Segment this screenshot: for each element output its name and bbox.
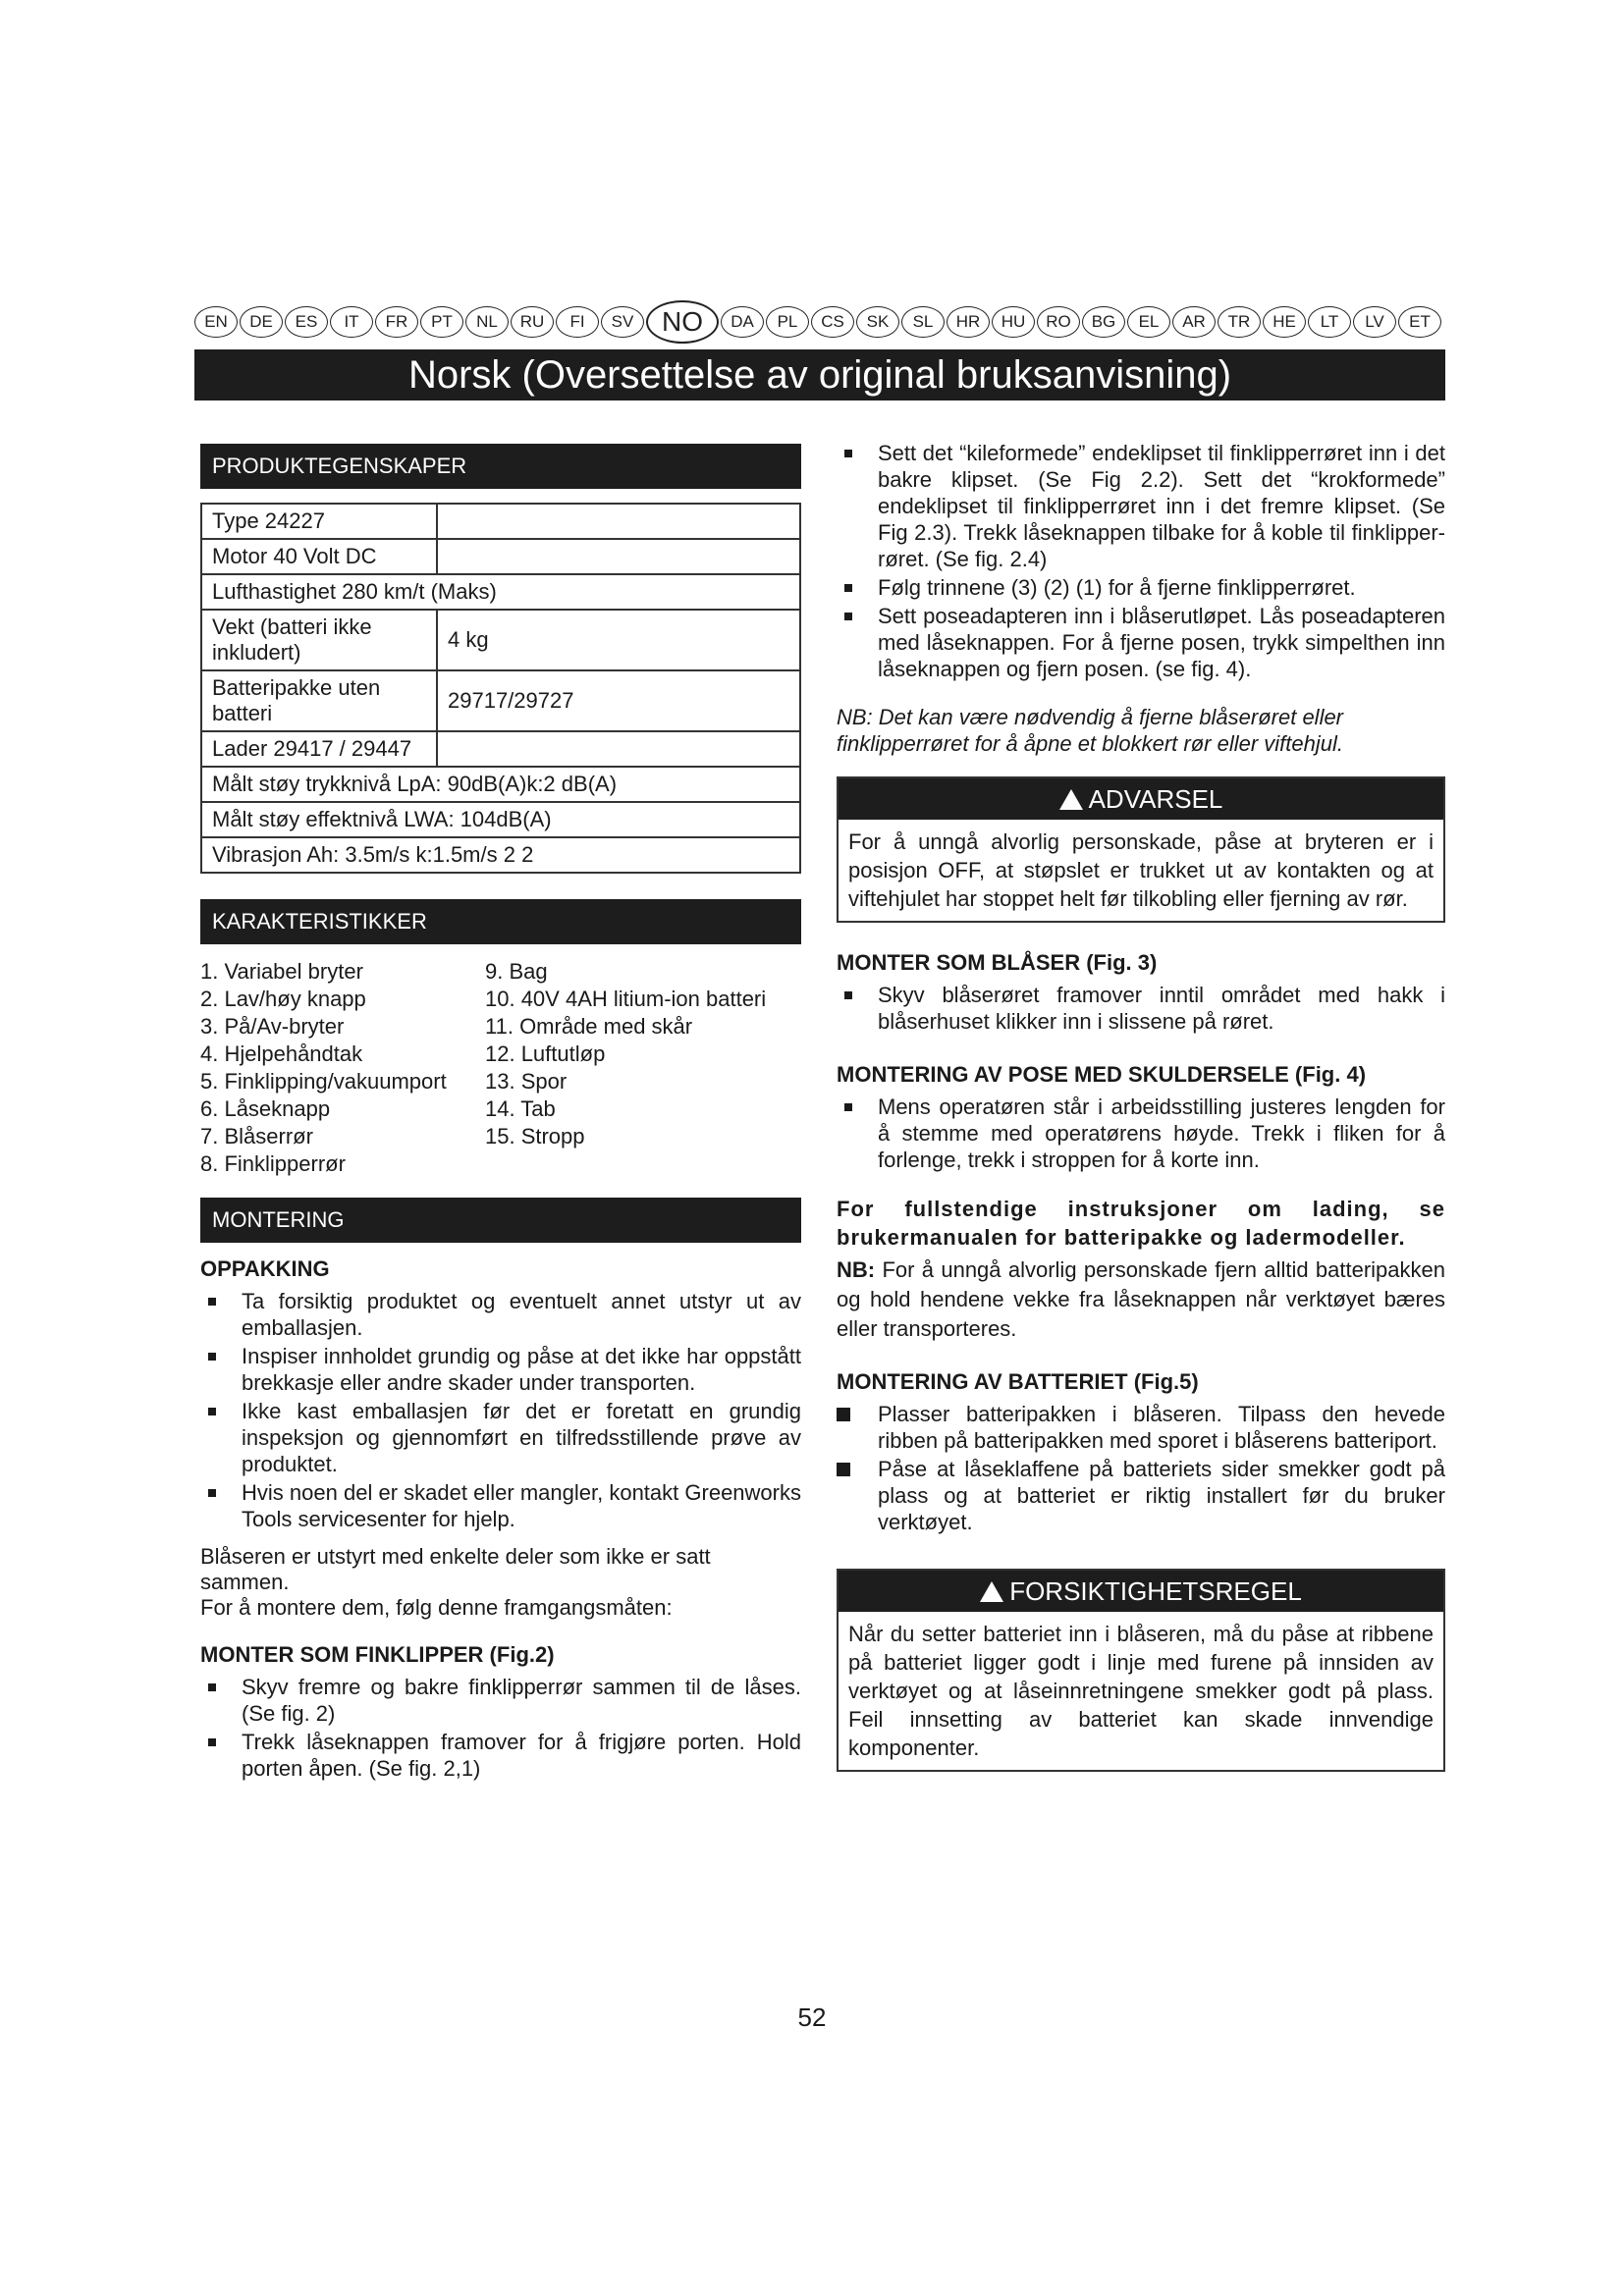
spec-value: 4 kg [437, 610, 800, 670]
lang-tab-en: EN [194, 306, 238, 338]
feature-item: 6. Låseknapp [200, 1096, 331, 1121]
spec-row [201, 767, 800, 802]
lang-tab-sk: SK [856, 306, 899, 338]
lang-tab-es: ES [285, 306, 328, 338]
list-item: Skyv blåserøret framover inntil området med hakk i blåserhuset klikker inn i slissene på røret. [837, 982, 1445, 1035]
spec-cell: Målt støy effektnivå LWA: 104dB(A) [201, 802, 800, 837]
feature-item: 1. Variabel bryter [200, 959, 363, 984]
feature-item: 15. Stropp [485, 1124, 585, 1148]
list-item: Sett det “kileformede” endeklipset til finklipperrøret inn i det bakre klipset. (Se Fig 2.2). Sett det “krokformede” endeklipset til finklipperrøret inn i det fremre klipset. (Se Fig 2.3). Trekk låseknappen tilbake for å koble til finklipper-røret. (Se fig. 2.4) [837, 440, 1445, 572]
feature-item: 5. Finklipping/vakuumport [200, 1069, 447, 1094]
spec-row [201, 731, 800, 767]
subheading-finklipper: MONTER SOM FINKLIPPER (Fig.2) [200, 1642, 555, 1667]
nb-battery-note: NB: For å unngå alvorlig personskade fjern alltid batteripakken og hold hendene vekke fra låseknappen når verktøyet bæres eller transporteres. [837, 1257, 1445, 1341]
right-column [837, 440, 1445, 1772]
caution-triangle-icon [980, 1581, 1003, 1602]
spec-row [201, 837, 800, 873]
finklipper-cont-list [837, 440, 1445, 682]
lang-tab-hr: HR [947, 306, 990, 338]
spec-value [437, 731, 800, 767]
lang-tab-ru: RU [511, 306, 554, 338]
list-item: Skyv fremre og bakre finklipperrør sammen til de låses. (Se fig. 2) [200, 1674, 801, 1727]
page-title: Norsk (Oversettelse av original bruksanvisning) [194, 349, 1445, 400]
list-item: Sett poseadapteren inn i blåserutløpet. Lås poseadapteren med låseknappen. For å fjerne posen, trykk simpelthen inn låseknappen og fjern posen. (se fig. 4). [837, 603, 1445, 682]
list-item: Ta forsiktig produktet og eventuelt annet utstyr ut av emballasjen. [200, 1288, 801, 1341]
list-item: Mens operatøren står i arbeidsstilling justeres lengden for å stemme med operatørens høyde. Trekk i fliken for å forlenge, trekk i stroppen for å korte inn. [837, 1094, 1445, 1173]
spec-row [201, 802, 800, 837]
feature-item: 3. På/Av-bryter [200, 1014, 345, 1039]
oppakking-list [200, 1288, 801, 1532]
spec-row [201, 670, 800, 731]
feature-item: 11. Område med skår [485, 1014, 693, 1039]
subheading-batteri: MONTERING AV BATTERIET (Fig.5) [837, 1369, 1199, 1394]
feature-item: 4. Hjelpehåndtak [200, 1041, 363, 1066]
lang-tab-el: EL [1127, 306, 1170, 338]
spec-row [201, 610, 800, 670]
spec-value [437, 539, 800, 574]
lang-tab-nl: NL [465, 306, 509, 338]
lang-tab-fi: FI [556, 306, 599, 338]
full-instructions: For fullstendige instruksjoner om lading, se brukermanualen for batteripakke og ladermodeller. [837, 1197, 1445, 1250]
list-item: Trekk låseknappen framover for å frigjøre porten. Hold porten åpen. (Se fig. 2,1) [200, 1729, 801, 1782]
lang-tab-de: DE [240, 306, 283, 338]
feature-item: 12. Luftutløp [485, 1041, 606, 1066]
lang-tab-fr: FR [375, 306, 418, 338]
warning-header: ADVARSEL [839, 778, 1443, 820]
feature-item: 8. Finklipperrør [200, 1151, 346, 1176]
lang-tab-ro: RO [1037, 306, 1080, 338]
caution-text: Når du setter batteriet inn i blåseren, må du påse at ribbene på batteriet ligger godt i linje med furene på innsiden av verktøyet og at låseinnretningene smekker godt på plass. Feil innsetting av batteriet kan skade innvendige komponenter. [848, 1622, 1434, 1760]
lang-tab-it: IT [330, 306, 373, 338]
feature-item: 14. Tab [485, 1096, 556, 1121]
subheading-pose: MONTERING AV POSE MED SKULDERSELE (Fig. 4) [837, 1062, 1367, 1087]
section-heading-montering: MONTERING [200, 1198, 801, 1243]
subheading-blaser: MONTER SOM BLÅSER (Fig. 3) [837, 950, 1158, 975]
spec-cell: Lufthastighet 280 km/t (Maks) [201, 574, 800, 610]
finklipper-list [200, 1674, 801, 1782]
lang-tab-pt: PT [420, 306, 463, 338]
lang-tab-he: HE [1263, 306, 1306, 338]
left-column [200, 444, 801, 1784]
caution-header: FORSIKTIGHETSREGEL [839, 1571, 1443, 1612]
spec-key: Batteripakke uten batteri [201, 670, 437, 731]
spec-cell: Målt støy trykknivå LpA: 90dB(A)k:2 dB(A) [201, 767, 800, 802]
list-item: Inspiser innholdet grundig og påse at det ikke har oppstått brekkasje eller andre skader under transporten. [200, 1343, 801, 1396]
warning-triangle-icon [1059, 789, 1083, 810]
spec-value [437, 504, 800, 539]
feature-item: 9. Bag [485, 959, 548, 984]
lang-tab-sv: SV [601, 306, 644, 338]
spec-value: 29717/29727 [437, 670, 800, 731]
batteri-list [837, 1401, 1445, 1535]
lang-tab-pl: PL [766, 306, 809, 338]
spec-cell: Vibrasjon Ah: 3.5m/s k:1.5m/s 2 2 [201, 837, 800, 873]
list-item: Ikke kast emballasjen før det er foretatt en grundig inspeksjon og gjennomført en tilfredsstillende prøve av produktet. [200, 1398, 801, 1477]
page-number: 52 [797, 2002, 827, 2032]
lang-tab-sl: SL [901, 306, 945, 338]
subheading-oppakking: OPPAKKING [200, 1256, 330, 1281]
lang-tab-lv: LV [1353, 306, 1396, 338]
feature-item: 13. Spor [485, 1069, 568, 1094]
lang-tab-hu: HU [992, 306, 1035, 338]
section-heading-karakteristikker: KARAKTERISTIKKER [200, 899, 801, 944]
spec-row [201, 574, 800, 610]
language-tabs [194, 300, 1441, 344]
spec-key: Lader 29417 / 29447 [201, 731, 437, 767]
spec-key: Type 24227 [201, 504, 437, 539]
spec-row [201, 504, 800, 539]
lang-tab-tr: TR [1218, 306, 1261, 338]
lang-tab-ar: AR [1172, 306, 1216, 338]
lang-tab-et: ET [1398, 306, 1441, 338]
spec-key: Vekt (batteri ikke inkludert) [201, 610, 437, 670]
list-item: Påse at låseklaffene på batteriets sider smekker godt på plass og at batteriet er riktig installert før du bruker verktøyet. [837, 1456, 1445, 1535]
montering-intro-1: Blåseren er utstyrt med enkelte deler som ikke er satt sammen. [200, 1544, 711, 1594]
warning-text: For å unngå alvorlig personskade, påse at bryteren er i posisjon OFF, at støpslet er trukket ut av kontakten og at viftehjulet har stoppet helt før tilkobling eller fjerning av rør. [848, 829, 1434, 911]
lang-tab-no: NO [646, 300, 719, 344]
lang-tab-cs: CS [811, 306, 854, 338]
montering-intro-2: For å montere dem, følg denne framgangsmåten: [200, 1595, 673, 1620]
feature-item: 10. 40V 4AH litium-ion batteri [485, 987, 767, 1011]
blaser-list [837, 982, 1445, 1035]
list-item: Plasser batteripakken i blåseren. Tilpass den hevede ribben på batteripakken med sporet i blåserens batteriport. [837, 1401, 1445, 1454]
feature-item: 7. Blåserrør [200, 1124, 313, 1148]
feature-item [485, 1150, 780, 1178]
spec-row [201, 539, 800, 574]
lang-tab-lt: LT [1308, 306, 1351, 338]
nb-italic-note: NB: Det kan være nødvendig å fjerne blåserøret eller finklipperrøret for å åpne et blokkert rør eller viftehjul. [837, 705, 1344, 756]
lang-tab-da: DA [721, 306, 764, 338]
caution-box [837, 1569, 1445, 1772]
lang-tab-bg: BG [1082, 306, 1125, 338]
spec-table [200, 503, 801, 874]
feature-item: 2. Lav/høy knapp [200, 987, 366, 1011]
section-heading-produktegenskaper: PRODUKTEGENSKAPER [200, 444, 801, 489]
list-item: Følg trinnene (3) (2) (1) for å fjerne finklipperrøret. [837, 574, 1445, 601]
warning-box [837, 776, 1445, 923]
features-list [200, 958, 801, 1178]
list-item: Hvis noen del er skadet eller mangler, kontakt Greenworks Tools servicesenter for hjelp. [200, 1479, 801, 1532]
spec-key: Motor 40 Volt DC [201, 539, 437, 574]
pose-list [837, 1094, 1445, 1173]
